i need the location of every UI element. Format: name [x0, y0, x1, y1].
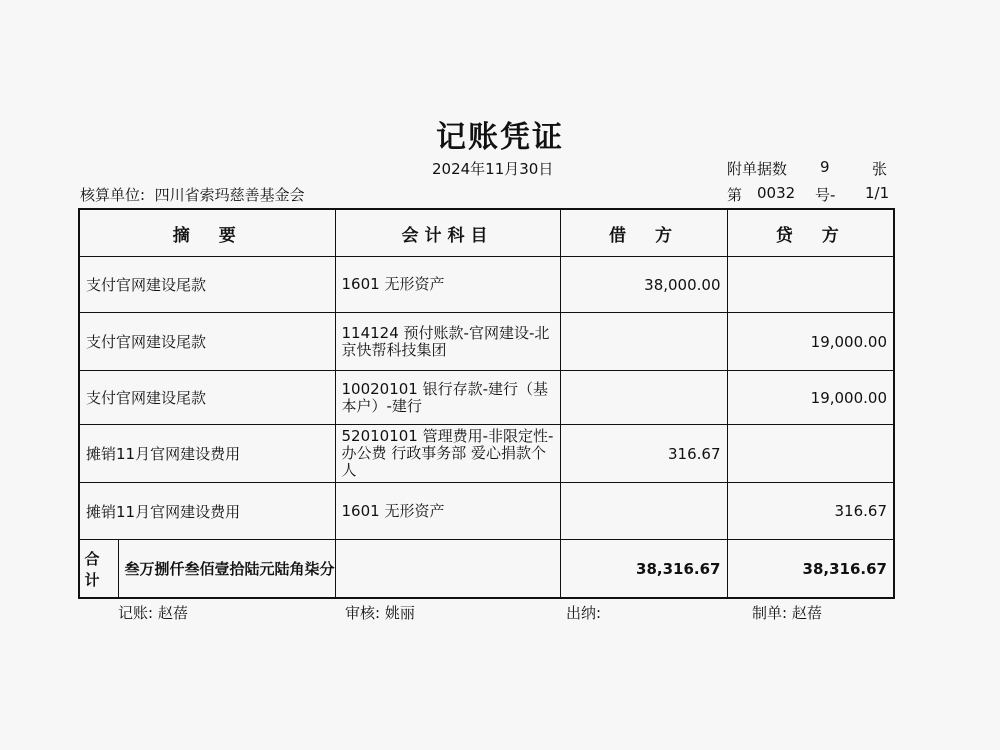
footer-reviewer: 审核: 姚丽	[345, 604, 415, 622]
voucher-page: 1/1	[865, 184, 890, 202]
footer-bookkeeper: 记账: 赵蓓	[118, 604, 188, 622]
header-debit: 借 方	[560, 209, 727, 257]
row-account: 1601 无形资产	[335, 257, 560, 313]
table-row	[79, 425, 894, 483]
footer-preparer: 制单: 赵蓓	[752, 604, 822, 622]
total-row	[79, 540, 894, 599]
accounting-unit	[80, 184, 305, 205]
accounting-unit-label: 核算单位:	[80, 186, 146, 204]
header-account: 会计科目	[335, 209, 560, 257]
row-summary: 支付官网建设尾款	[79, 257, 335, 313]
accounting-unit-name: 四川省索玛慈善基金会	[154, 186, 305, 204]
row-credit	[727, 425, 894, 483]
row-summary: 支付官网建设尾款	[79, 313, 335, 371]
row-summary: 摊销11月官网建设费用	[79, 425, 335, 483]
total-debit: 38,316.67	[560, 540, 727, 599]
row-debit	[560, 371, 727, 425]
row-debit	[560, 313, 727, 371]
voucher-no-value: 0032	[757, 184, 796, 202]
attachments-count: 9	[820, 158, 830, 176]
row-credit: 19,000.00	[727, 371, 894, 425]
voucher-title: 记账凭证	[436, 120, 564, 155]
total-cell	[79, 540, 335, 599]
table-row	[79, 257, 894, 313]
row-debit: 38,000.00	[560, 257, 727, 313]
row-credit: 316.67	[727, 483, 894, 540]
header-row	[79, 209, 894, 257]
voucher-no-prefix: 第	[727, 186, 743, 204]
voucher-table	[78, 208, 895, 599]
row-summary: 摊销11月官网建设费用	[79, 483, 335, 540]
header-summary: 摘 要	[79, 209, 335, 257]
voucher-date: 2024年11月30日	[432, 160, 554, 178]
row-account: 52010101 管理费用-非限定性-办公费 行政事务部 爱心捐款个人	[335, 425, 560, 483]
header-credit: 贷 方	[727, 209, 894, 257]
total-words-continuation	[335, 540, 560, 599]
attachments-unit: 张	[872, 160, 888, 178]
footer-cashier: 出纳:	[566, 604, 602, 622]
attachments-label: 附单据数	[727, 160, 788, 178]
voucher-no-suffix: 号-	[815, 186, 836, 204]
total-label: 合 计	[84, 549, 114, 589]
row-account: 1601 无形资产	[335, 483, 560, 540]
table-row	[79, 313, 894, 371]
table-row	[79, 371, 894, 425]
row-credit	[727, 257, 894, 313]
row-account: 114124 预付账款-官网建设-北京快帮科技集团	[335, 313, 560, 371]
row-debit	[560, 483, 727, 540]
row-summary: 支付官网建设尾款	[79, 371, 335, 425]
row-debit: 316.67	[560, 425, 727, 483]
table-row	[79, 483, 894, 540]
row-credit: 19,000.00	[727, 313, 894, 371]
total-amount-words: 叁万捌仟叁佰壹拾陆元陆角柒分	[124, 560, 335, 578]
row-account: 10020101 银行存款-建行（基本户）-建行	[335, 371, 560, 425]
total-credit: 38,316.67	[727, 540, 894, 599]
